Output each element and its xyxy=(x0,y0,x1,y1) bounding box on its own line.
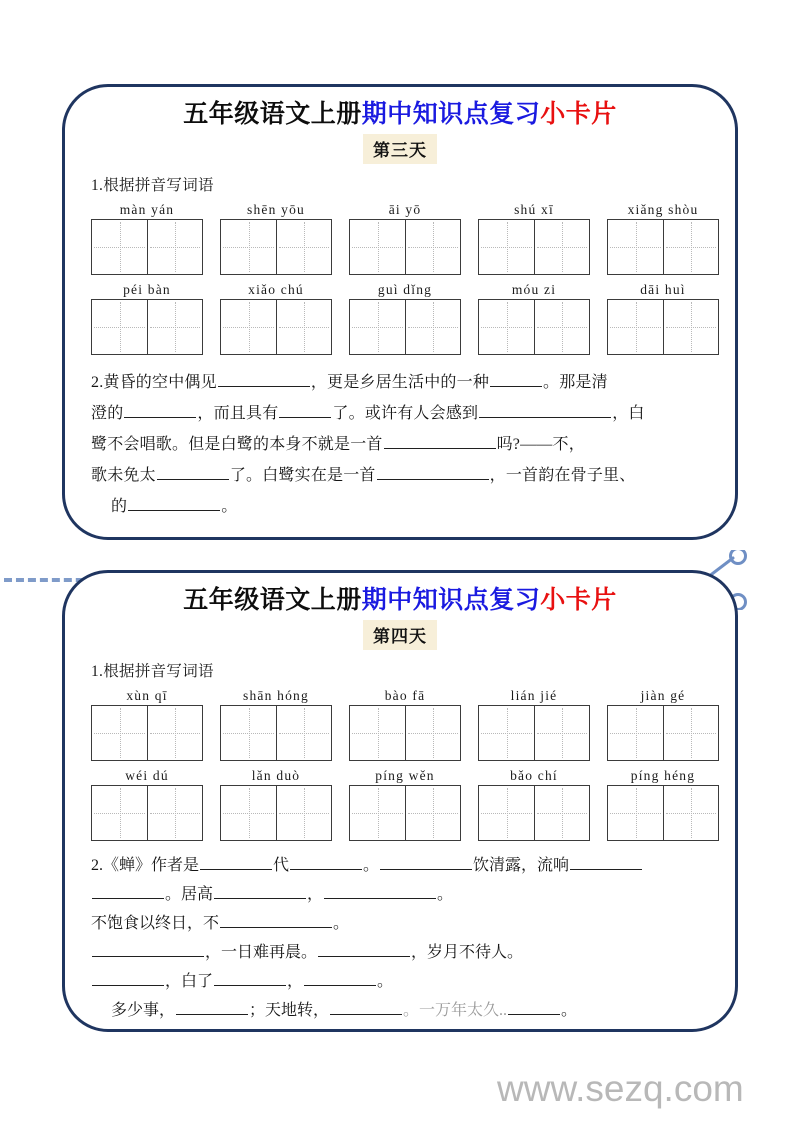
tianzige-cell[interactable] xyxy=(147,706,202,760)
tianzige-cell[interactable] xyxy=(92,786,147,840)
pinyin-text: píng héng xyxy=(630,767,696,783)
tianzige-box[interactable] xyxy=(91,705,203,761)
prose-text: 澄的 xyxy=(91,404,124,422)
fill-blank[interactable] xyxy=(330,997,402,1015)
tianzige-cell[interactable] xyxy=(608,786,663,840)
card-title-blue: 期中知识点复习 xyxy=(361,587,541,614)
tianzige-box[interactable] xyxy=(607,299,719,355)
tianzige-cell[interactable] xyxy=(221,220,276,274)
prose-text: 。 xyxy=(333,914,350,932)
tianzige-cell[interactable] xyxy=(479,706,534,760)
tianzige-cell[interactable] xyxy=(350,786,405,840)
pinyin-cell xyxy=(349,200,461,275)
tianzige-box[interactable] xyxy=(478,299,590,355)
fill-blank[interactable] xyxy=(218,369,310,387)
tianzige-box[interactable] xyxy=(607,785,719,841)
fill-blank[interactable] xyxy=(220,910,332,928)
pinyin-text: wéi dú xyxy=(125,767,169,783)
prose-line xyxy=(91,429,711,460)
tianzige-cell[interactable] xyxy=(663,786,718,840)
pinyin-text: lián jié xyxy=(510,687,558,703)
card-title-black: 五年级语文上册 xyxy=(183,101,362,128)
tianzige-box[interactable] xyxy=(91,299,203,355)
pinyin-cell xyxy=(478,280,590,355)
tianzige-box[interactable] xyxy=(478,705,590,761)
prose-line xyxy=(91,398,711,429)
prose-number: 2. xyxy=(91,373,104,391)
section2-prose xyxy=(91,851,711,1025)
day-badge: 第三天 xyxy=(363,134,437,164)
prose-text: ，白了 xyxy=(165,972,214,990)
tianzige-cell[interactable] xyxy=(479,220,534,274)
tianzige-cell[interactable] xyxy=(534,300,589,354)
prose-text: 不饱食以终日，不 xyxy=(91,914,220,932)
fill-blank[interactable] xyxy=(384,431,496,449)
prose-text: ， xyxy=(307,885,324,903)
tianzige-box[interactable] xyxy=(607,705,719,761)
tianzige-box[interactable] xyxy=(349,219,461,275)
prose-text: 了。或许有人会感到 xyxy=(332,404,479,422)
prose-line xyxy=(91,880,711,909)
prose-text: 。 xyxy=(377,972,394,990)
fill-blank[interactable] xyxy=(279,400,331,418)
fill-blank[interactable] xyxy=(92,881,164,899)
pinyin-cell xyxy=(349,766,461,841)
prose-text: 黄昏的空中偶见 xyxy=(103,373,217,391)
tianzige-cell[interactable] xyxy=(276,220,331,274)
prose-text: 。 xyxy=(363,856,380,874)
fill-blank[interactable] xyxy=(290,852,362,870)
fill-blank[interactable] xyxy=(304,968,376,986)
pinyin-text: shú xī xyxy=(514,201,554,217)
section1-label: 1.根据拼音写词语 xyxy=(91,176,214,194)
prose-text: ，白 xyxy=(612,404,645,422)
worksheet-card-day3 xyxy=(62,84,738,540)
prose-line xyxy=(91,491,711,522)
tianzige-cell[interactable] xyxy=(147,786,202,840)
tianzige-cell[interactable] xyxy=(663,300,718,354)
pinyin-text: bǎo chí xyxy=(510,767,558,783)
fill-blank[interactable] xyxy=(479,400,611,418)
fill-blank[interactable] xyxy=(318,939,410,957)
prose-text: 。 xyxy=(561,1001,578,1019)
fill-blank[interactable] xyxy=(92,939,204,957)
card-inner xyxy=(65,87,735,522)
pinyin-cell xyxy=(220,280,332,355)
prose-line xyxy=(91,967,711,996)
prose-line xyxy=(91,938,711,967)
card-title-black: 五年级语文上册 xyxy=(183,587,362,614)
tianzige-cell[interactable] xyxy=(534,786,589,840)
pinyin-text: bào fā xyxy=(384,687,426,703)
pinyin-cell xyxy=(91,200,203,275)
fill-blank[interactable] xyxy=(214,968,286,986)
pinyin-row xyxy=(87,686,713,761)
prose-text: 多少事， xyxy=(111,1001,176,1019)
card-title-blue: 期中知识点复习 xyxy=(361,101,541,128)
tianzige-cell[interactable] xyxy=(608,300,663,354)
card-title xyxy=(87,101,713,130)
pinyin-cell xyxy=(478,686,590,761)
tianzige-cell[interactable] xyxy=(92,706,147,760)
pinyin-text: lǎn duò xyxy=(251,767,301,783)
tianzige-cell[interactable] xyxy=(92,220,147,274)
pinyin-row xyxy=(87,200,713,275)
pinyin-cell xyxy=(607,686,719,761)
tianzige-cell[interactable] xyxy=(276,786,331,840)
prose-line xyxy=(91,996,711,1025)
pinyin-cell xyxy=(91,766,203,841)
tianzige-cell[interactable] xyxy=(534,706,589,760)
tianzige-cell[interactable] xyxy=(663,706,718,760)
prose-text: 。 xyxy=(437,885,454,903)
prose-text: ，一日难再晨。 xyxy=(205,943,318,961)
tianzige-cell[interactable] xyxy=(479,300,534,354)
pinyin-text: dāi huì xyxy=(640,281,686,297)
pinyin-text: guì dǐng xyxy=(377,281,433,297)
fill-blank[interactable] xyxy=(176,997,248,1015)
tianzige-box[interactable] xyxy=(349,705,461,761)
pinyin-row xyxy=(87,280,713,355)
pinyin-text: móu zi xyxy=(511,281,557,297)
prose-text: 代 xyxy=(273,856,290,874)
pinyin-cell xyxy=(220,766,332,841)
pinyin-text: jiàn gé xyxy=(640,687,686,703)
day-badge-wrap xyxy=(87,620,713,650)
pinyin-text: shēn yōu xyxy=(247,201,305,217)
fill-blank[interactable] xyxy=(128,493,220,511)
pinyin-text: shān hóng xyxy=(243,687,309,703)
tianzige-cell[interactable] xyxy=(276,300,331,354)
pinyin-text: màn yán xyxy=(119,201,175,217)
prose-text: ，而且具有 xyxy=(197,404,279,422)
tianzige-cell[interactable] xyxy=(276,706,331,760)
tianzige-box[interactable] xyxy=(220,219,332,275)
card-title-red: 小卡片 xyxy=(540,101,617,128)
prose-text: 吗?——不， xyxy=(496,435,585,453)
card-inner xyxy=(65,573,735,1025)
fill-blank[interactable] xyxy=(508,997,560,1015)
tianzige-box[interactable] xyxy=(478,785,590,841)
prose-text: ，一首韵在骨子里、 xyxy=(489,466,636,484)
fill-blank[interactable] xyxy=(490,369,542,387)
fill-blank[interactable] xyxy=(124,400,196,418)
tianzige-cell[interactable] xyxy=(221,706,276,760)
tianzige-cell[interactable] xyxy=(405,786,460,840)
prose-line xyxy=(91,460,711,491)
day-badge: 第四天 xyxy=(363,620,437,650)
tianzige-cell[interactable] xyxy=(92,300,147,354)
pinyin-text: xiǎo chú xyxy=(248,281,304,297)
pinyin-text: āi yō xyxy=(388,201,422,217)
pinyin-cell xyxy=(220,200,332,275)
site-watermark: www.sezq.com xyxy=(497,1068,744,1109)
fill-blank[interactable] xyxy=(157,462,229,480)
pinyin-row xyxy=(87,766,713,841)
prose-text: 了。白鹭实在是一首 xyxy=(229,466,376,484)
pinyin-cell xyxy=(349,686,461,761)
pinyin-cell xyxy=(91,686,203,761)
pinyin-cell xyxy=(607,280,719,355)
prose-text: 《蝉》作者是 xyxy=(103,856,200,874)
tianzige-box[interactable] xyxy=(91,785,203,841)
tianzige-cell[interactable] xyxy=(350,300,405,354)
tianzige-box[interactable] xyxy=(478,219,590,275)
pinyin-text: xùn qī xyxy=(126,687,168,703)
prose-number: 2. xyxy=(91,856,103,874)
prose-text-faded: 。一万年太久.. xyxy=(403,1001,508,1019)
prose-text: 歌未免太 xyxy=(91,466,156,484)
fill-blank[interactable] xyxy=(200,852,272,870)
pinyin-cell xyxy=(349,280,461,355)
tianzige-box[interactable] xyxy=(349,299,461,355)
tianzige-cell[interactable] xyxy=(147,220,202,274)
prose-line xyxy=(91,909,711,938)
pinyin-cell xyxy=(478,766,590,841)
prose-text: 鹭不会唱歌。但是白鹭的本身不就是一首 xyxy=(91,435,383,453)
pinyin-text: píng wěn xyxy=(375,767,435,783)
fill-blank[interactable] xyxy=(380,852,472,870)
tianzige-cell[interactable] xyxy=(405,706,460,760)
tianzige-cell[interactable] xyxy=(534,220,589,274)
prose-text: 。那是清 xyxy=(543,373,608,391)
pinyin-cell xyxy=(91,280,203,355)
tianzige-cell[interactable] xyxy=(221,300,276,354)
prose-text: ，岁月不待人。 xyxy=(411,943,524,961)
section2-prose xyxy=(91,367,711,522)
tianzige-cell[interactable] xyxy=(221,786,276,840)
tianzige-box[interactable] xyxy=(607,219,719,275)
prose-text: 的 xyxy=(111,497,128,515)
fill-blank[interactable] xyxy=(324,881,436,899)
fill-blank[interactable] xyxy=(92,968,164,986)
fill-blank[interactable] xyxy=(214,881,306,899)
pinyin-cell xyxy=(220,686,332,761)
tianzige-cell[interactable] xyxy=(479,786,534,840)
tianzige-cell[interactable] xyxy=(405,300,460,354)
card-title-red: 小卡片 xyxy=(540,587,617,614)
tianzige-cell[interactable] xyxy=(350,220,405,274)
card-title xyxy=(87,587,713,616)
pinyin-cell xyxy=(478,200,590,275)
tianzige-cell[interactable] xyxy=(405,220,460,274)
pinyin-cell xyxy=(607,200,719,275)
prose-line xyxy=(91,367,711,398)
prose-line xyxy=(91,851,711,880)
tianzige-cell[interactable] xyxy=(147,300,202,354)
section1-label: 1.根据拼音写词语 xyxy=(91,662,214,680)
tianzige-cell[interactable] xyxy=(608,706,663,760)
prose-text: 饮清露，流响 xyxy=(473,856,570,874)
tianzige-box[interactable] xyxy=(349,785,461,841)
tianzige-box[interactable] xyxy=(91,219,203,275)
fill-blank[interactable] xyxy=(377,462,489,480)
tianzige-box[interactable] xyxy=(220,705,332,761)
fill-blank[interactable] xyxy=(570,852,642,870)
prose-text: ， xyxy=(287,972,304,990)
tianzige-cell[interactable] xyxy=(663,220,718,274)
pinyin-cell xyxy=(607,766,719,841)
day-badge-wrap xyxy=(87,134,713,164)
tianzige-cell[interactable] xyxy=(608,220,663,274)
prose-text: 。 xyxy=(221,497,238,515)
prose-text: ，更是乡居生活中的一种 xyxy=(310,373,490,391)
prose-text: ；天地转， xyxy=(249,1001,330,1019)
tianzige-box[interactable] xyxy=(220,299,332,355)
pinyin-text: péi bàn xyxy=(123,281,171,297)
pinyin-text: xiǎng shòu xyxy=(627,201,699,217)
worksheet-card-day4 xyxy=(62,570,738,1032)
prose-text: 。居高 xyxy=(165,885,214,903)
tianzige-cell[interactable] xyxy=(350,706,405,760)
tianzige-box[interactable] xyxy=(220,785,332,841)
